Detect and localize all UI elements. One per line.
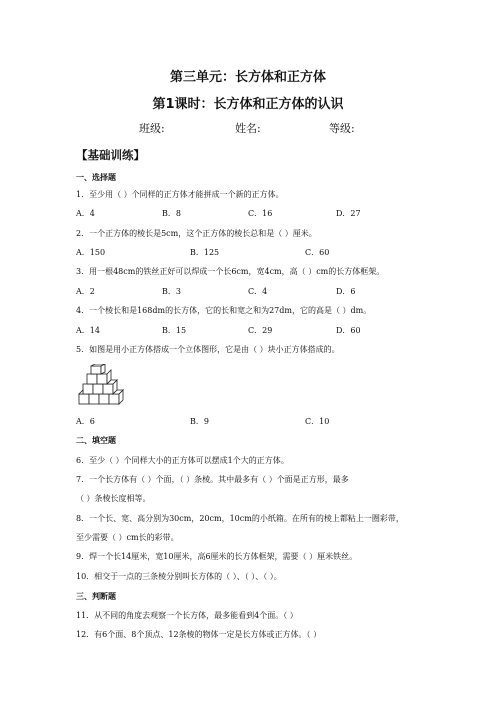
part-judge-heading: 三、判断题 [76,592,116,601]
q3-option-d: D．6 [336,287,356,296]
q1-option-d: D．27 [336,209,361,218]
question-1: 1．至少用（ ）个同样的正方体才能拼成一个新的正方体。 [76,190,284,199]
q1-option-b: B．8 [162,209,181,218]
q2-option-a: A．150 [76,248,106,257]
q4-option-d: D．60 [336,326,361,335]
question-8-line-2: 至少需要（ ）cm长的彩带。 [76,533,179,542]
question-3: 3．用一根48cm的铁丝正好可以焊成一个长6cm，宽4cm，高（ ）cm的长方体框架。 [76,267,385,276]
grade-label: 等级: [329,122,355,135]
question-6: 6．至少（ ）个同样大小的正方体可以摆成1个大的正方体。 [76,456,289,465]
q3-option-a: A．2 [76,287,95,296]
q4-option-b: B．15 [162,326,187,335]
part-fill-heading: 二、填空题 [76,436,116,445]
question-4: 4．一个棱长和是168dm的长方体，它的长和宽之和为27dm，它的高是（ ）dm。 [76,306,372,315]
q1-option-a: A．4 [76,209,95,218]
q5-option-c: C．10 [305,417,330,426]
q3-option-c: C．4 [248,287,268,296]
q4-option-c: C．29 [248,326,273,335]
question-5: 5．如图是用小正方体搭成一个立体图形，它是由（ ）块小正方体搭成的。 [76,345,340,354]
cube-stack-figure [78,364,134,408]
question-12: 12．有6个面、8个顶点、12条棱的物体一定是长方体或正方体。（ ） [76,630,322,639]
question-7-line-1: 7．一个长方体有（ ）个面，（ ）条棱。其中最多有（ ）个面是正方形，最多 [76,475,349,484]
q2-option-c: C．60 [305,248,330,257]
section-title: 【基础训练】 [76,148,145,162]
q3-option-b: B．3 [162,287,181,296]
q1-option-c: C．16 [248,209,273,218]
q4-option-a: A．14 [76,326,100,335]
unit-title: 第三单元：长方体和正方体 [169,70,326,85]
q5-option-b: B．9 [190,417,209,426]
question-7-line-2: （ ）条棱长度相等。 [76,494,151,503]
question-11: 11．从不同的角度去观察一个长方体，最多能看到4个面。（ ） [76,611,298,620]
q5-option-a: A．6 [76,417,95,426]
question-8-line-1: 8．一个长、宽、高分别为30cm，20cm，10cm的小纸箱。在所有的棱上都粘上一圈彩带， [76,514,404,523]
question-10: 10．相交于一点的三条棱分别叫长方体的（ ）、（ ）、（ ）。 [76,572,282,581]
lesson-title: 第1课时：长方体和正方体的认识 [152,97,344,112]
q2-option-b: B．125 [190,248,220,257]
name-label: 姓名: [235,122,261,135]
question-9: 9．焊一个长14厘米，宽10厘米，高6厘米的长方体框架，需要（ ）厘米铁丝。 [76,552,358,561]
class-label: 班级: [139,122,165,135]
question-2: 2．一个正方体的棱长是5cm，这个正方体的棱长总和是（ ）厘米。 [76,229,317,238]
part-choice-heading: 一、选择题 [76,173,116,182]
